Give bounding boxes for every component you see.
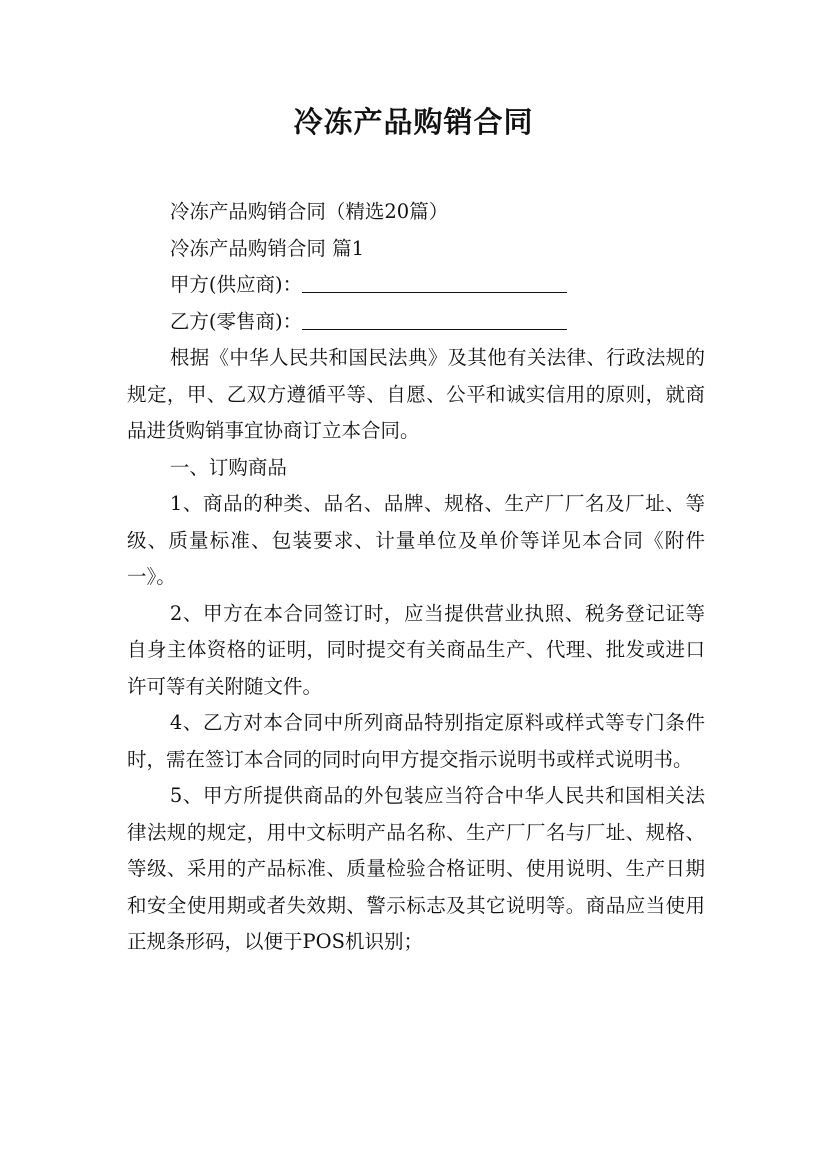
clause-2: 2、甲方在本合同签订时，应当提供营业执照、税务登记证等自身主体资格的证明，同时提交有关商品生产、代理、批发或进口许可等有关附随文件。	[127, 601, 705, 698]
party-b-line	[127, 304, 705, 341]
party-a-blank	[302, 272, 567, 293]
clause-1: 1、商品的种类、品名、品牌、规格、生产厂厂名及厂址、等级、质量标准、包装要求、计量单位及单价等详见本合同《附件一》。	[127, 492, 705, 588]
document-title: 冷冻产品购销合同	[293, 105, 534, 139]
document-body	[127, 194, 705, 961]
clause-4: 4、乙方对本合同中所列商品特别指定原料或样式等专门条件时，需在签订本合同的同时向甲方提交指示说明书或样式说明书。	[127, 711, 705, 771]
party-a-label: 甲方(供应商)：	[169, 273, 303, 296]
chapter-heading: 冷冻产品购销合同 篇1	[169, 236, 364, 260]
intro-paragraph: 根据《中华人民共和国民法典》及其他有关法律、行政法规的规定，甲、乙双方遵循平等、自愿、公平和诚实信用的原则，就商品进货购销事宜协商订立本合同。	[127, 346, 705, 442]
subtitle-line: 冷冻产品购销合同（精选20篇）	[169, 200, 449, 223]
party-b-label: 乙方(零售商)：	[169, 309, 303, 333]
clause-5: 5、甲方所提供商品的外包装应当符合中华人民共和国相关法律法规的规定，用中文标明产品名称、生产厂厂名与厂址、规格、等级、采用的产品标准、质量检验合格证明、使用说明、生产日期和安全使用期或者失效期、警示标志及其它说明等。商品应当使用正规条形码，以便于POS机识别；	[127, 784, 705, 953]
party-b-blank	[302, 309, 567, 330]
party-a-line	[127, 267, 705, 304]
section-heading-ordered-goods: 一、订购商品	[169, 455, 287, 479]
